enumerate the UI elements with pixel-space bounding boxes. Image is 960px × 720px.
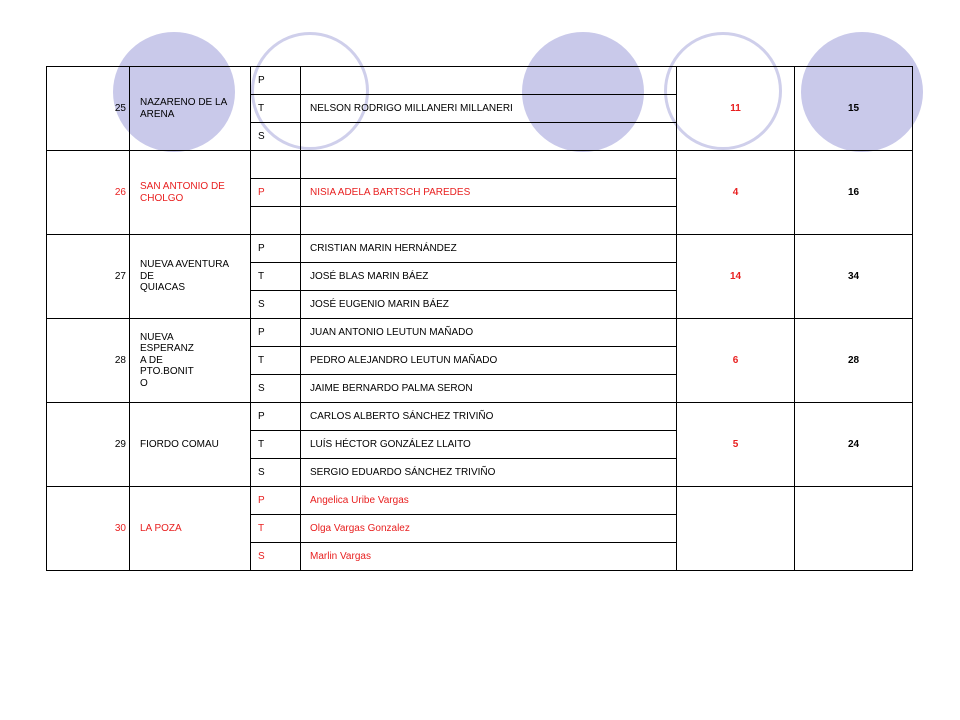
community-name-cell	[130, 235, 251, 319]
table-row	[47, 319, 913, 347]
community-name: LA POZA	[140, 522, 182, 534]
table-row	[47, 487, 913, 515]
member-role: T	[251, 263, 301, 291]
member-role: P	[251, 67, 301, 95]
member-name: PEDRO ALEJANDRO LEUTUN MAÑADO	[301, 347, 677, 375]
community-number: 30	[47, 487, 130, 571]
community-name-cell	[130, 151, 251, 235]
member-name: Angelica Uribe Vargas	[301, 487, 677, 515]
member-name: JOSÉ BLAS MARIN BÁEZ	[301, 263, 677, 291]
member-name	[301, 151, 677, 179]
community-number: 29	[47, 403, 130, 487]
member-name: JAIME BERNARDO PALMA SERON	[301, 375, 677, 403]
member-role: S	[251, 291, 301, 319]
member-name: CARLOS ALBERTO SÁNCHEZ TRIVIÑO	[301, 403, 677, 431]
member-role: P	[251, 235, 301, 263]
value-1: 4	[677, 151, 795, 235]
table-row	[47, 235, 913, 263]
member-role	[251, 151, 301, 179]
member-role: S	[251, 375, 301, 403]
member-name: Marlin Vargas	[301, 543, 677, 571]
value-1: 5	[677, 403, 795, 487]
member-role: S	[251, 459, 301, 487]
value-1: 14	[677, 235, 795, 319]
member-name: JUAN ANTONIO LEUTUN MAÑADO	[301, 319, 677, 347]
value-2: 28	[795, 319, 913, 403]
member-name: Olga Vargas Gonzalez	[301, 515, 677, 543]
member-role: T	[251, 95, 301, 123]
value-1	[677, 487, 795, 571]
community-name: FIORDO COMAU	[140, 438, 219, 450]
member-name	[301, 123, 677, 151]
value-2: 15	[795, 67, 913, 151]
member-role: P	[251, 403, 301, 431]
member-role: T	[251, 347, 301, 375]
community-name: NAZARENO DE LA ARENA	[140, 97, 228, 120]
member-role: T	[251, 515, 301, 543]
community-number: 27	[47, 235, 130, 319]
member-name: CRISTIAN MARIN HERNÁNDEZ	[301, 235, 677, 263]
communities-table	[46, 66, 913, 571]
member-name: SERGIO EDUARDO SÁNCHEZ TRIVIÑO	[301, 459, 677, 487]
member-role: S	[251, 123, 301, 151]
member-name: NISIA ADELA BARTSCH PAREDES	[301, 179, 677, 207]
community-name-cell	[130, 67, 251, 151]
value-2	[795, 487, 913, 571]
community-name-cell	[130, 487, 251, 571]
community-number: 25	[47, 67, 130, 151]
community-name: NUEVA AVENTURA DE QUIACAS	[140, 259, 230, 294]
member-name: JOSÉ EUGENIO MARIN BÁEZ	[301, 291, 677, 319]
member-role: P	[251, 179, 301, 207]
member-role: S	[251, 543, 301, 571]
member-name	[301, 67, 677, 95]
value-1: 6	[677, 319, 795, 403]
value-1: 11	[677, 67, 795, 151]
community-name: NUEVA ESPERANZ A DE PTO.BONIT O	[140, 331, 194, 389]
value-2: 34	[795, 235, 913, 319]
member-name: NELSON RODRIGO MILLANERI MILLANERI	[301, 95, 677, 123]
member-role: P	[251, 487, 301, 515]
value-2: 16	[795, 151, 913, 235]
member-name	[301, 207, 677, 235]
community-name: SAN ANTONIO DE CHOLGO	[140, 181, 225, 204]
community-number: 26	[47, 151, 130, 235]
community-number: 28	[47, 319, 130, 403]
table-row	[47, 67, 913, 95]
table-row	[47, 151, 913, 179]
value-2: 24	[795, 403, 913, 487]
community-name-cell	[130, 319, 251, 403]
table-row	[47, 403, 913, 431]
member-role: P	[251, 319, 301, 347]
member-role	[251, 207, 301, 235]
community-name-cell	[130, 403, 251, 487]
member-name: LUÍS HÉCTOR GONZÁLEZ LLAITO	[301, 431, 677, 459]
member-role: T	[251, 431, 301, 459]
